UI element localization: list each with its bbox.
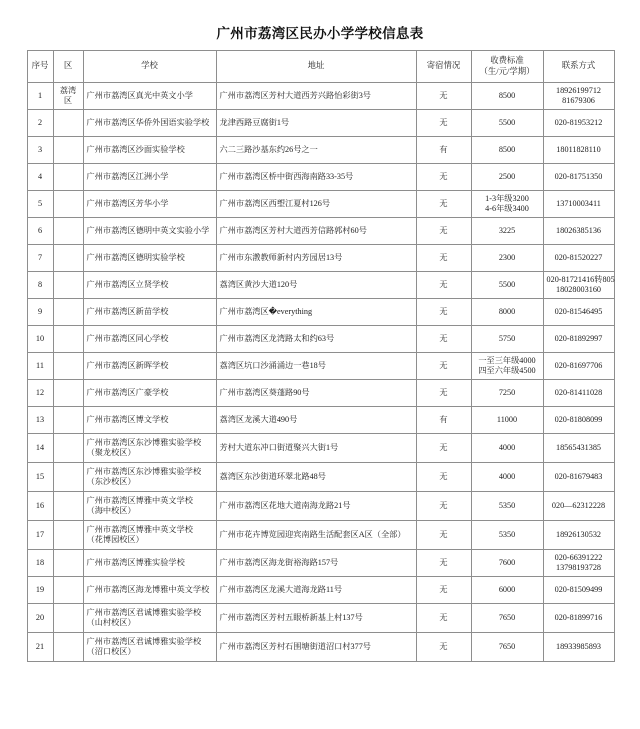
table-container <box>27 50 614 662</box>
table-body <box>27 83 614 662</box>
cell-school: 广州市荔湾区博雅实验学校 <box>83 550 216 577</box>
cell-sequence: 20 <box>27 604 53 633</box>
cell-fee: 7650 <box>471 633 543 662</box>
table-header-row <box>27 51 614 83</box>
cell-district <box>53 110 83 137</box>
cell-school: 广州市荔湾区德明实验学校 <box>83 245 216 272</box>
cell-contact <box>543 272 614 299</box>
cell-school-line2: （海中校区） <box>86 506 136 516</box>
cell-contact: 020-81808099 <box>543 407 614 434</box>
cell-sequence: 7 <box>27 245 53 272</box>
cell-address: 荔湾区东沙街道环翠北路48号 <box>216 463 416 492</box>
column-header-district: 区 <box>53 51 83 83</box>
cell-boarding: 无 <box>416 218 471 245</box>
cell-sequence: 17 <box>27 521 53 550</box>
page-title: 广州市荔湾区民办小学学校信息表 <box>216 26 424 41</box>
cell-address: 广州市荔湾区海龙街裕海路157号 <box>216 550 416 577</box>
cell-fee: 2300 <box>471 245 543 272</box>
column-header-fee <box>471 51 543 83</box>
cell-school <box>83 463 216 492</box>
cell-contact: 020-81892997 <box>543 326 614 353</box>
column-header-fee-line1: 收费标准 <box>490 55 524 65</box>
table-row <box>27 272 614 299</box>
table-row <box>27 326 614 353</box>
cell-sequence: 21 <box>27 633 53 662</box>
cell-fee <box>471 353 543 380</box>
cell-fee-line2: 4-6年级3400 <box>485 204 529 214</box>
cell-contact: 020-81520227 <box>543 245 614 272</box>
cell-contact-line2: 13798193728 <box>555 563 602 573</box>
cell-sequence: 16 <box>27 492 53 521</box>
cell-sequence: 13 <box>27 407 53 434</box>
cell-district <box>53 604 83 633</box>
cell-sequence: 4 <box>27 164 53 191</box>
cell-district <box>53 407 83 434</box>
cell-sequence: 8 <box>27 272 53 299</box>
cell-school <box>83 492 216 521</box>
table-row <box>27 164 614 191</box>
cell-district <box>53 492 83 521</box>
table-row <box>27 407 614 434</box>
cell-district <box>53 577 83 604</box>
cell-contact <box>543 83 614 110</box>
cell-boarding: 无 <box>416 434 471 463</box>
cell-school: 广州市荔湾区海龙博雅中英文学校 <box>83 577 216 604</box>
cell-boarding: 无 <box>416 577 471 604</box>
cell-boarding: 无 <box>416 380 471 407</box>
cell-fee: 7650 <box>471 604 543 633</box>
cell-contact: 18933985893 <box>543 633 614 662</box>
table-row <box>27 191 614 218</box>
cell-fee: 6000 <box>471 577 543 604</box>
cell-boarding: 无 <box>416 299 471 326</box>
cell-district <box>53 353 83 380</box>
cell-contact: 020-81697706 <box>543 353 614 380</box>
cell-school: 广州市荔湾区同心学校 <box>83 326 216 353</box>
cell-address: 荔湾区黄沙大道120号 <box>216 272 416 299</box>
cell-school: 广州市荔湾区真光中英文小学 <box>83 83 216 110</box>
cell-address: 广州市东漖教师新村内芳园居13号 <box>216 245 416 272</box>
column-header-fee-line2: （生/元/学期） <box>479 66 535 76</box>
column-header-school: 学校 <box>83 51 216 83</box>
cell-district <box>53 272 83 299</box>
cell-school <box>83 434 216 463</box>
cell-fee: 4000 <box>471 463 543 492</box>
cell-school-line1: 广州市荔湾区东沙博雅实验学校 <box>86 466 202 476</box>
cell-address: 芳村大道东冲口街道聚兴大街1号 <box>216 434 416 463</box>
cell-fee: 3225 <box>471 218 543 245</box>
cell-contact-line1: 020-81721416转805 <box>546 274 615 284</box>
cell-sequence: 5 <box>27 191 53 218</box>
cell-district <box>53 434 83 463</box>
cell-district <box>53 550 83 577</box>
cell-school-line2: （东沙校区） <box>86 477 136 487</box>
cell-fee: 5750 <box>471 326 543 353</box>
cell-district <box>53 326 83 353</box>
cell-school <box>83 633 216 662</box>
cell-contact: 13710003411 <box>543 191 614 218</box>
cell-sequence: 15 <box>27 463 53 492</box>
cell-school: 广州市荔湾区新晖学校 <box>83 353 216 380</box>
table-row <box>27 577 614 604</box>
cell-contact: 18026385136 <box>543 218 614 245</box>
cell-contact: 020-81679483 <box>543 463 614 492</box>
cell-fee: 5500 <box>471 272 543 299</box>
cell-boarding: 无 <box>416 164 471 191</box>
cell-district <box>53 380 83 407</box>
cell-fee-line1: 1-3年级3200 <box>485 193 529 203</box>
cell-school: 广州市荔湾区新苗学校 <box>83 299 216 326</box>
cell-district <box>53 521 83 550</box>
school-info-table <box>27 50 615 662</box>
cell-district <box>53 299 83 326</box>
cell-school: 广州市荔湾区芳华小学 <box>83 191 216 218</box>
table-row <box>27 380 614 407</box>
cell-district <box>53 164 83 191</box>
cell-fee: 8500 <box>471 137 543 164</box>
cell-district <box>53 245 83 272</box>
cell-contact: 020-81751350 <box>543 164 614 191</box>
cell-contact: 020—62312228 <box>543 492 614 521</box>
cell-school-line1: 广州市荔湾区君诚博雅实验学校 <box>86 636 202 646</box>
cell-district <box>53 191 83 218</box>
table-row <box>27 521 614 550</box>
table-row <box>27 353 614 380</box>
cell-boarding: 有 <box>416 137 471 164</box>
cell-sequence: 11 <box>27 353 53 380</box>
cell-contact: 020-81953212 <box>543 110 614 137</box>
cell-address: 广州市荔湾区花地大道南海龙路21号 <box>216 492 416 521</box>
cell-fee-line1: 一至三年级4000 <box>478 355 536 365</box>
cell-school-line2: （聚龙校区） <box>86 448 136 458</box>
cell-school-line1: 广州市荔湾区博雅中英文学校 <box>86 524 193 534</box>
cell-fee: 8500 <box>471 83 543 110</box>
cell-school-line2: （沼口校区） <box>86 647 136 657</box>
cell-fee: 5500 <box>471 110 543 137</box>
cell-school: 广州市荔湾区广豪学校 <box>83 380 216 407</box>
column-header-sequence: 序号 <box>27 51 53 83</box>
cell-contact: 020-81546495 <box>543 299 614 326</box>
cell-fee: 7600 <box>471 550 543 577</box>
cell-district: 荔湾区 <box>53 83 83 110</box>
cell-sequence: 10 <box>27 326 53 353</box>
cell-boarding: 无 <box>416 110 471 137</box>
cell-address: 广州市荔湾区桥中街西海南路33-35号 <box>216 164 416 191</box>
cell-contact: 020-81509499 <box>543 577 614 604</box>
column-header-contact: 联系方式 <box>543 51 614 83</box>
cell-address: 六二三路沙基东约26号之一 <box>216 137 416 164</box>
table-row <box>27 604 614 633</box>
cell-boarding: 无 <box>416 550 471 577</box>
cell-contact: 18565431385 <box>543 434 614 463</box>
cell-contact-line2: 18028003160 <box>555 285 602 295</box>
cell-contact: 18926130532 <box>543 521 614 550</box>
column-header-address: 地址 <box>216 51 416 83</box>
cell-boarding: 无 <box>416 272 471 299</box>
cell-sequence: 1 <box>27 83 53 110</box>
cell-boarding: 无 <box>416 191 471 218</box>
cell-boarding: 无 <box>416 521 471 550</box>
table-row <box>27 83 614 110</box>
cell-address: 广州市荔湾区龙湾路太和约63号 <box>216 326 416 353</box>
cell-boarding: 无 <box>416 353 471 380</box>
table-row <box>27 218 614 245</box>
cell-contact <box>543 550 614 577</box>
cell-sequence: 3 <box>27 137 53 164</box>
cell-fee <box>471 191 543 218</box>
cell-school: 广州市荔湾区德明中英文实验小学 <box>83 218 216 245</box>
cell-boarding: 无 <box>416 492 471 521</box>
cell-fee: 8000 <box>471 299 543 326</box>
cell-district <box>53 218 83 245</box>
cell-contact-line1: 020-66391222 <box>554 552 603 562</box>
cell-contact-line1: 18926199712 <box>555 85 602 95</box>
cell-school: 广州市荔湾区华侨外国语实验学校 <box>83 110 216 137</box>
cell-district <box>53 137 83 164</box>
cell-address: 龙津西路豆腐街1号 <box>216 110 416 137</box>
column-header-boarding: 寄宿情况 <box>416 51 471 83</box>
cell-address: 广州市荔湾区芳村五眼桥新基上村137号 <box>216 604 416 633</box>
cell-boarding: 无 <box>416 604 471 633</box>
cell-fee: 2500 <box>471 164 543 191</box>
cell-contact: 18011828110 <box>543 137 614 164</box>
cell-school-line1: 广州市荔湾区东沙博雅实验学校 <box>86 437 202 447</box>
cell-contact-line2: 81679306 <box>562 96 595 106</box>
cell-contact: 020-81899716 <box>543 604 614 633</box>
cell-fee: 4000 <box>471 434 543 463</box>
cell-school: 广州市荔湾区博文学校 <box>83 407 216 434</box>
cell-school-line2: （山村校区） <box>86 618 136 628</box>
cell-address: 广州市荔湾区西塱江夏村126号 <box>216 191 416 218</box>
cell-school: 广州市荔湾区江洲小学 <box>83 164 216 191</box>
cell-fee: 7250 <box>471 380 543 407</box>
table-row <box>27 137 614 164</box>
cell-address: 广州市荔湾区葵蓬路90号 <box>216 380 416 407</box>
cell-sequence: 12 <box>27 380 53 407</box>
cell-sequence: 14 <box>27 434 53 463</box>
cell-address: 广州市花卉博览园迎宾南路生活配套区A区（全部） <box>216 521 416 550</box>
cell-address: 广州市荔湾区龙溪大道海龙路11号 <box>216 577 416 604</box>
cell-fee: 5350 <box>471 492 543 521</box>
cell-boarding: 无 <box>416 326 471 353</box>
cell-boarding: 无 <box>416 83 471 110</box>
table-row <box>27 299 614 326</box>
cell-address: 荔湾区坑口沙涌涌边一巷18号 <box>216 353 416 380</box>
cell-school <box>83 604 216 633</box>
cell-sequence: 9 <box>27 299 53 326</box>
cell-sequence: 6 <box>27 218 53 245</box>
table-row <box>27 245 614 272</box>
cell-sequence: 2 <box>27 110 53 137</box>
cell-school: 广州市荔湾区沙面实验学校 <box>83 137 216 164</box>
cell-fee-line2: 四至六年级4500 <box>478 366 536 376</box>
cell-sequence: 19 <box>27 577 53 604</box>
cell-boarding: 无 <box>416 245 471 272</box>
cell-school <box>83 521 216 550</box>
cell-boarding: 无 <box>416 633 471 662</box>
cell-school-line1: 广州市荔湾区博雅中英文学校 <box>86 495 193 505</box>
cell-contact: 020-81411028 <box>543 380 614 407</box>
cell-boarding: 无 <box>416 463 471 492</box>
cell-sequence: 18 <box>27 550 53 577</box>
cell-address: 广州市荔湾区芳村石围塘街道沼口村377号 <box>216 633 416 662</box>
table-row <box>27 550 614 577</box>
cell-school: 广州市荔湾区立贤学校 <box>83 272 216 299</box>
table-row <box>27 434 614 463</box>
cell-school-line2: （花博园校区） <box>86 535 144 545</box>
cell-address: 荔湾区龙溪大道490号 <box>216 407 416 434</box>
table-header <box>27 51 614 83</box>
cell-district <box>53 633 83 662</box>
table-row <box>27 492 614 521</box>
table-row <box>27 633 614 662</box>
cell-school-line1: 广州市荔湾区君诚博雅实验学校 <box>86 607 202 617</box>
cell-boarding: 有 <box>416 407 471 434</box>
cell-address: 广州市荔湾区芳村大道西芳信路郭村60号 <box>216 218 416 245</box>
cell-address: 广州市荔湾区芳村大道西芳兴路怡彩街3号 <box>216 83 416 110</box>
cell-address: 广州市荔湾区�everything <box>216 299 416 326</box>
table-row <box>27 110 614 137</box>
cell-fee: 5350 <box>471 521 543 550</box>
cell-district <box>53 463 83 492</box>
table-row <box>27 463 614 492</box>
cell-fee: 11000 <box>471 407 543 434</box>
